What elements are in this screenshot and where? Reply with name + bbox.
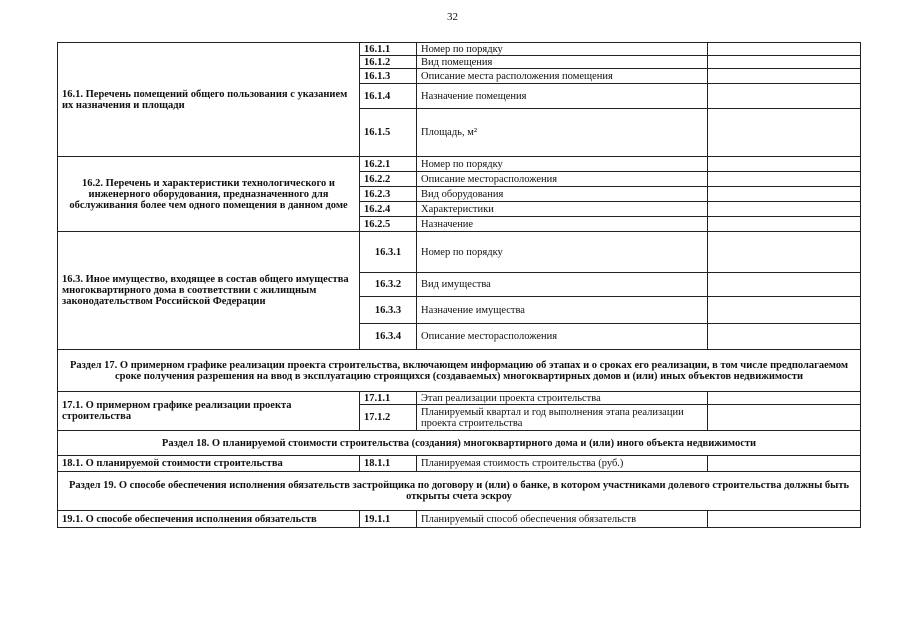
item-code: 16.1.5	[360, 109, 417, 157]
item-label: Номер по порядку	[417, 43, 708, 56]
item-label: Описание места расположения помещения	[417, 69, 708, 84]
item-label: Характеристики	[417, 202, 708, 217]
value-cell[interactable]	[708, 172, 861, 187]
item-code: 19.1.1	[360, 511, 417, 528]
item-label: Площадь, м²	[417, 109, 708, 157]
table-row	[58, 392, 861, 405]
value-cell[interactable]	[708, 202, 861, 217]
group-title-16-1: 16.1. Перечень помещений общего пользования с указанием их назначения и площади	[58, 43, 360, 157]
item-code: 16.3.4	[360, 324, 417, 350]
value-cell[interactable]	[708, 297, 861, 324]
group-title-19-1: 19.1. О способе обеспечения исполнения обязательств	[58, 511, 360, 528]
item-label: Номер по порядку	[417, 232, 708, 273]
item-code: 16.1.1	[360, 43, 417, 56]
item-code: 16.3.2	[360, 273, 417, 297]
value-cell[interactable]	[708, 56, 861, 69]
item-code: 16.2.4	[360, 202, 417, 217]
table-row	[58, 232, 861, 273]
item-code: 16.1.3	[360, 69, 417, 84]
value-cell[interactable]	[708, 273, 861, 297]
section-17-header: Раздел 17. О примерном графике реализации проекта строительства, включающем информацию об этапах и о сроках его реализации, в том числе предполагаемом сроке получения разрешения на ввод в эксплуатацию строящихся (создаваемых) многоквартирных домов и (или) иных объектов недвижимости	[58, 350, 861, 392]
item-code: 16.1.2	[360, 56, 417, 69]
value-cell[interactable]	[708, 456, 861, 472]
table-row	[58, 157, 861, 172]
value-cell[interactable]	[708, 109, 861, 157]
value-cell[interactable]	[708, 511, 861, 528]
value-cell[interactable]	[708, 232, 861, 273]
item-code: 16.2.2	[360, 172, 417, 187]
value-cell[interactable]	[708, 157, 861, 172]
item-label: Назначение	[417, 217, 708, 232]
item-code: 16.1.4	[360, 84, 417, 109]
value-cell[interactable]	[708, 187, 861, 202]
item-label: Назначение имущества	[417, 297, 708, 324]
item-label: Вид оборудования	[417, 187, 708, 202]
item-code: 17.1.2	[360, 405, 417, 431]
value-cell[interactable]	[708, 43, 861, 56]
section-18-header: Раздел 18. О планируемой стоимости строительства (создания) многоквартирного дома и (или) иного объекта недвижимости	[58, 431, 861, 456]
value-cell[interactable]	[708, 392, 861, 405]
disclosure-form-table	[57, 42, 861, 528]
item-code: 16.2.3	[360, 187, 417, 202]
section-header-row	[58, 350, 861, 392]
group-title-16-2: 16.2. Перечень и характеристики технологического и инженерного оборудования, предназначенного для обслуживания более чем одного помещения в данном доме	[58, 157, 360, 232]
item-label: Вид имущества	[417, 273, 708, 297]
item-label: Планируемый способ обеспечения обязательств	[417, 511, 708, 528]
value-cell[interactable]	[708, 69, 861, 84]
value-cell[interactable]	[708, 217, 861, 232]
item-code: 17.1.1	[360, 392, 417, 405]
item-code: 16.2.1	[360, 157, 417, 172]
item-label: Вид помещения	[417, 56, 708, 69]
item-label: Этап реализации проекта строительства	[417, 392, 708, 405]
item-label: Назначение помещения	[417, 84, 708, 109]
page-number: 32	[447, 11, 458, 23]
value-cell[interactable]	[708, 84, 861, 109]
item-label: Описание месторасположения	[417, 172, 708, 187]
item-label: Номер по порядку	[417, 157, 708, 172]
item-code: 16.3.1	[360, 232, 417, 273]
table-row	[58, 43, 861, 56]
table-row	[58, 456, 861, 472]
group-title-18-1: 18.1. О планируемой стоимости строительства	[58, 456, 360, 472]
item-label: Планируемая стоимость строительства (руб.)	[417, 456, 708, 472]
table-row	[58, 511, 861, 528]
value-cell[interactable]	[708, 324, 861, 350]
section-header-row	[58, 431, 861, 456]
item-code: 18.1.1	[360, 456, 417, 472]
item-code: 16.3.3	[360, 297, 417, 324]
item-code: 16.2.5	[360, 217, 417, 232]
item-label: Планируемый квартал и год выполнения этапа реализации проекта строительства	[417, 405, 708, 431]
item-label: Описание месторасположения	[417, 324, 708, 350]
group-title-17-1: 17.1. О примерном графике реализации проекта строительства	[58, 392, 360, 431]
section-19-header: Раздел 19. О способе обеспечения исполнения обязательств застройщика по договору и (или) о банке, в котором участниками долевого строительства должны быть открыты счета эскроу	[58, 472, 861, 511]
group-title-16-3: 16.3. Иное имущество, входящее в состав общего имущества многоквартирного дома в соответствии с жилищным законодательством Российской Федерации	[58, 232, 360, 350]
value-cell[interactable]	[708, 405, 861, 431]
section-header-row	[58, 472, 861, 511]
